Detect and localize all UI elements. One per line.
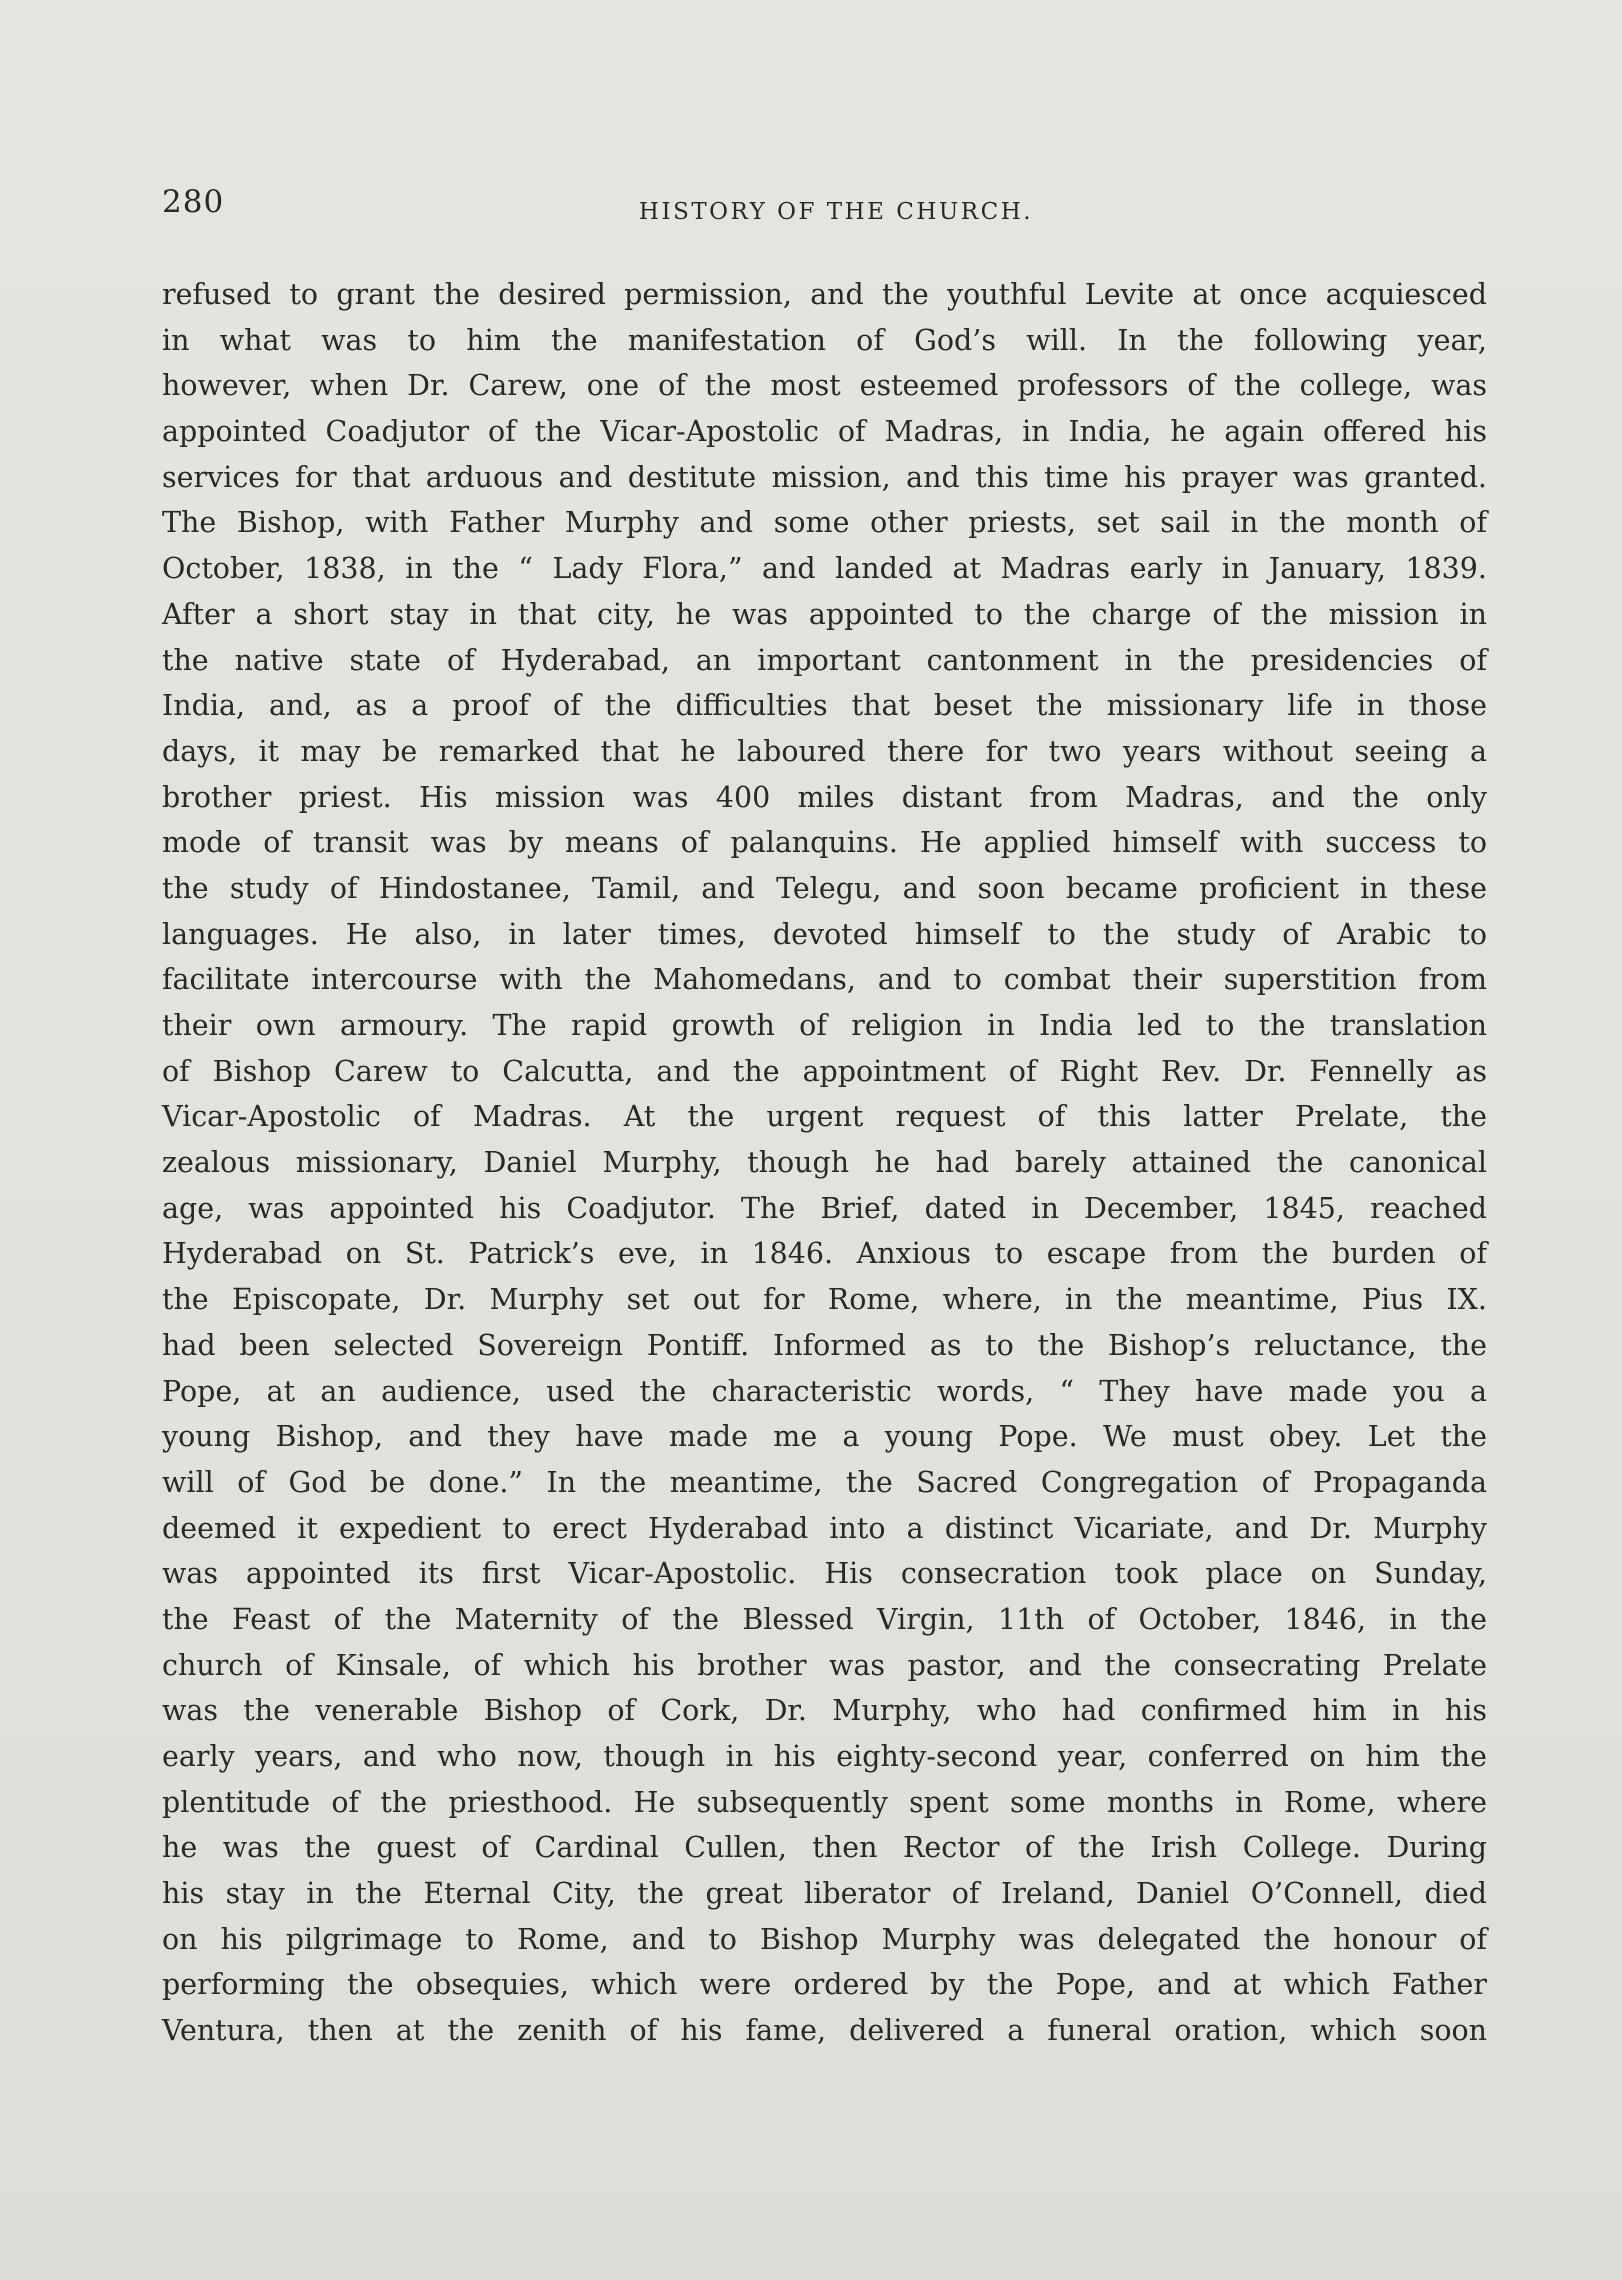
text-line: Vicar-Apostolic of Madras. At the urgent request of this latter Prelate, the: [162, 1100, 1487, 1134]
text-line: was the venerable Bishop of Cork, Dr. Murphy, who had confirmed him in his: [162, 1694, 1487, 1728]
text-line: was appointed its first Vicar-Apostolic. His consecration took place on Sunday,: [162, 1557, 1487, 1591]
text-line: facilitate intercourse with the Mahomedans, and to combat their superstition from: [162, 963, 1487, 997]
text-line: languages. He also, in later times, devoted himself to the study of Arabic to: [162, 917, 1487, 951]
text-line: on his pilgrimage to Rome, and to Bishop Murphy was delegated the honour of: [162, 1922, 1487, 1956]
text-line: Hyderabad on St. Patrick’s eve, in 1846. Anxious to escape from the burden of: [162, 1237, 1487, 1271]
text-line: the Feast of the Maternity of the Blessed Virgin, 11th of October, 1846, in the: [162, 1602, 1487, 1636]
text-line: of Bishop Carew to Calcutta, and the appointment of Right Rev. Dr. Fennelly as: [162, 1054, 1487, 1088]
text-line: he was the guest of Cardinal Cullen, then Rector of the Irish College. During: [162, 1831, 1487, 1865]
text-line: The Bishop, with Father Murphy and some other priests, set sail in the month of: [162, 506, 1487, 540]
text-line: however, when Dr. Carew, one of the most esteemed professors of the college, was: [162, 369, 1487, 403]
text-line: performing the obsequies, which were ordered by the Pope, and at which Father: [162, 1968, 1487, 2002]
text-line: the study of Hindostanee, Tamil, and Telegu, and soon became proficient in these: [162, 871, 1487, 905]
text-line: will of God be done.” In the meantime, the Sacred Congregation of Propaganda: [162, 1465, 1487, 1499]
page-number: 280: [162, 184, 225, 220]
text-line: had been selected Sovereign Pontiff. Informed as to the Bishop’s reluctance, the: [162, 1328, 1487, 1362]
text-line: Ventura, then at the zenith of his fame, delivered a funeral oration, which soon: [162, 2014, 1487, 2048]
body-text: [162, 272, 1487, 2054]
text-line: appointed Coadjutor of the Vicar-Apostolic of Madras, in India, he again offered his: [162, 415, 1487, 449]
text-line: After a short stay in that city, he was appointed to the charge of the mission in: [162, 597, 1487, 631]
text-line: plentitude of the priesthood. He subsequently spent some months in Rome, where: [162, 1785, 1487, 1819]
text-line: India, and, as a proof of the difficulties that beset the missionary life in those: [162, 689, 1487, 723]
text-line: the native state of Hyderabad, an important cantonment in the presidencies of: [162, 643, 1487, 677]
text-line: their own armoury. The rapid growth of religion in India led to the translation: [162, 1009, 1487, 1042]
text-line: days, it may be remarked that he laboured there for two years without seeing a: [162, 734, 1487, 768]
text-line: his stay in the Eternal City, the great liberator of Ireland, Daniel O’Connell, died: [162, 1877, 1487, 1911]
text-line: services for that arduous and destitute mission, and this time his prayer was granted.: [162, 460, 1487, 494]
text-line: in what was to him the manifestation of God’s will. In the following year,: [162, 323, 1487, 357]
text-line: brother priest. His mission was 400 miles distant from Madras, and the only: [162, 780, 1487, 814]
text-line: early years, and who now, though in his eighty-second year, conferred on him the: [162, 1740, 1487, 1773]
text-line: Pope, at an audience, used the characteristic words, “ They have made you a: [162, 1374, 1487, 1408]
text-line: October, 1838, in the “ Lady Flora,” and landed at Madras early in January, 1839.: [162, 552, 1487, 586]
text-line: the Episcopate, Dr. Murphy set out for Rome, where, in the meantime, Pius IX.: [162, 1283, 1487, 1317]
running-head: HISTORY OF THE CHURCH.: [638, 199, 1034, 225]
text-line: mode of transit was by means of palanquins. He applied himself with success to: [162, 826, 1487, 860]
text-line: age, was appointed his Coadjutor. The Brief, dated in December, 1845, reached: [162, 1191, 1487, 1225]
text-line: church of Kinsale, of which his brother was pastor, and the consecrating Prelate: [162, 1648, 1487, 1682]
text-line: deemed it expedient to erect Hyderabad into a distinct Vicariate, and Dr. Murphy: [162, 1511, 1487, 1545]
text-line: zealous missionary, Daniel Murphy, though he had barely attained the canonical: [162, 1146, 1487, 1180]
text-line: young Bishop, and they have made me a young Pope. We must obey. Let the: [162, 1420, 1487, 1454]
text-line: refused to grant the desired permission, and the youthful Levite at once acquiesced: [162, 278, 1487, 311]
